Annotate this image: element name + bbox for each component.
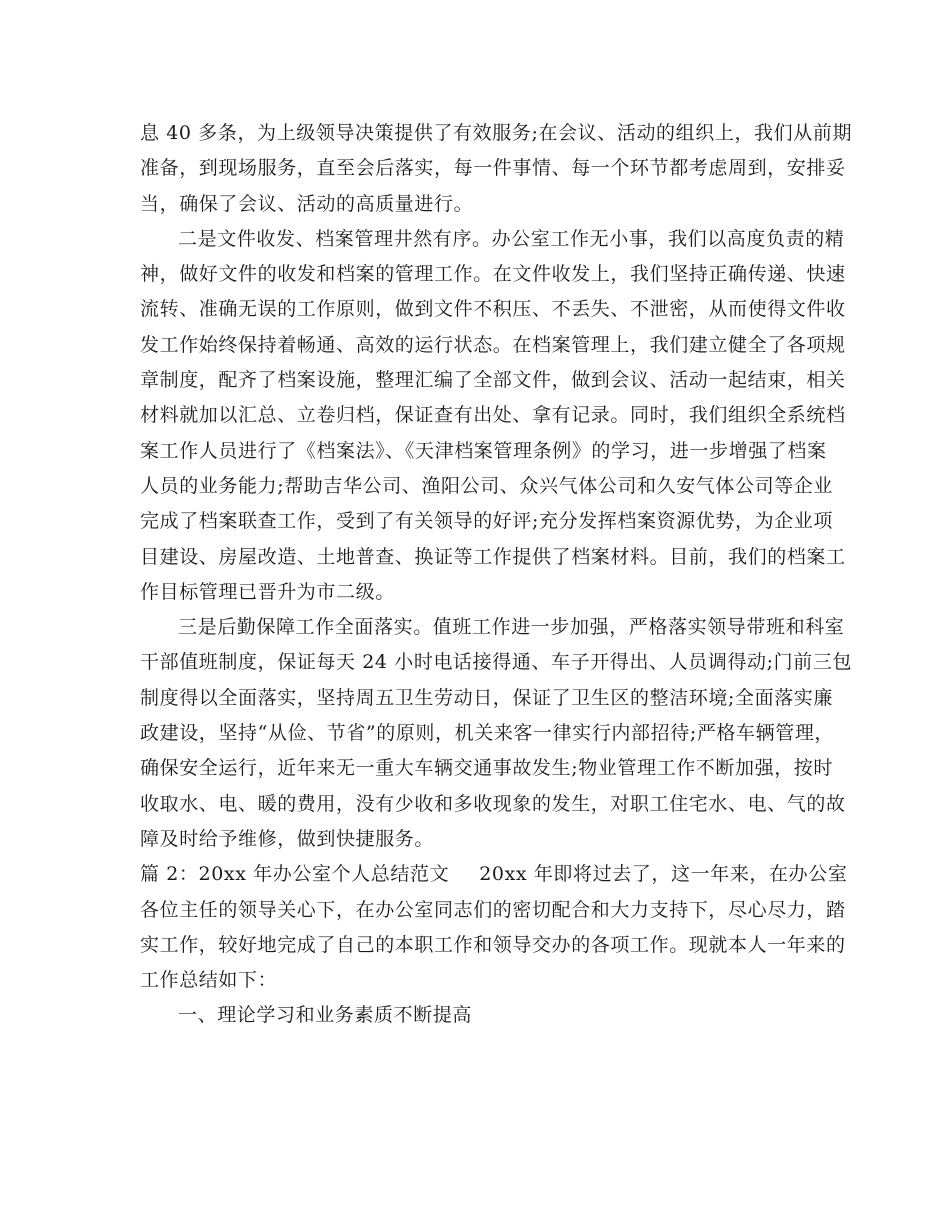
- document-body: [140, 116, 853, 1034]
- text-line: 作目标管理已晋升为市二级。: [140, 580, 395, 603]
- text-line: 章制度，配齐了档案设施，整理汇编了全部文件，做到会议、活动一起结束，相关: [140, 369, 846, 392]
- section-heading: 一、理论学习和业务素质不断提高: [178, 1004, 473, 1027]
- text-line: 各位主任的领导关心下，在办公室同志们的密切配合和大力支持下，尽心尽力，踏: [140, 898, 846, 921]
- text-span: 20xx 年即将过去了，这一年来，在办公室: [479, 863, 848, 886]
- text-line: 发工作始终保持着畅通、高效的运行状态。在档案管理上，我们建立健全了各项规: [140, 333, 846, 356]
- text-line: 政建设，坚持“从俭、节省”的原则，机关来客一律实行内部招待;严格车辆管理，: [140, 722, 835, 745]
- text-line: 流转、准确无误的工作原则，做到文件不积压、不丢失、不泄密，从而使得文件收: [140, 298, 846, 321]
- text-line: 息 40 多条，为上级领导决策提供了有效服务;在会议、活动的组织上，我们从前期: [140, 122, 853, 144]
- text-line: 完成了档案联查工作，受到了有关领导的好评;充分发挥档案资源优势，为企业项: [140, 510, 834, 533]
- text-line: 实工作，较好地完成了自己的本职工作和领导交办的各项工作。现就本人一年来的: [140, 933, 846, 956]
- paragraph-2: [140, 222, 846, 610]
- text-line: 三是后勤保障工作全面落实。值班工作进一步加强，严格落实领导带班和科室: [178, 616, 845, 639]
- paragraph-3: [140, 610, 853, 857]
- text-line: 人员的业务能力;帮助吉华公司、渔阳公司、众兴气体公司和久安气体公司等企业: [140, 474, 834, 497]
- paragraph-1: [140, 116, 853, 222]
- paragraph-4: [140, 857, 848, 998]
- section-title-line: [140, 857, 848, 892]
- text-line: 工作总结如下：: [140, 969, 278, 992]
- text-line: 目建设、房屋改造、土地普查、换证等工作提供了档案材料。目前，我们的档案工: [140, 545, 846, 568]
- text-line: 确保安全运行，近年来无一重大车辆交通事故发生;物业管理工作不断加强，按时: [140, 757, 834, 780]
- text-line: 二是文件收发、档案管理井然有序。办公室工作无小事，我们以高度负责的精: [178, 227, 845, 250]
- text-line: 收取水、电、暖的费用，没有少收和多收现象的发生，对职工住宅水、电、气的故: [140, 792, 846, 815]
- text-line: 干部值班制度，保证每天 24 小时电话接得通、车子开得出、人员调得动;门前三包: [140, 651, 853, 674]
- text-line: 神，做好文件的收发和档案的管理工作。在文件收发上，我们坚持正确传递、快速: [140, 263, 846, 286]
- text-line: 制度得以全面落实，坚持周五卫生劳动日，保证了卫生区的整洁环境;全面落实廉: [140, 686, 834, 709]
- text-line: 障及时给予维修，做到快捷服务。: [140, 827, 435, 850]
- text-line: 材料就加以汇总、立卷归档，保证查有出处、拿有记录。同时，我们组织全系统档: [140, 404, 846, 427]
- section-title: 篇 2：20xx 年办公室个人总结范文: [140, 863, 450, 886]
- text-line: 当，确保了会议、活动的高质量进行。: [140, 192, 474, 215]
- text-line: 准备，到现场服务，直至会后落实，每一件事情、每一个环节都考虑周到，安排妥: [140, 157, 846, 180]
- text-line: 案工作人员进行了《档案法》、《天津档案管理条例》的学习，进一步增强了档案: [140, 439, 827, 462]
